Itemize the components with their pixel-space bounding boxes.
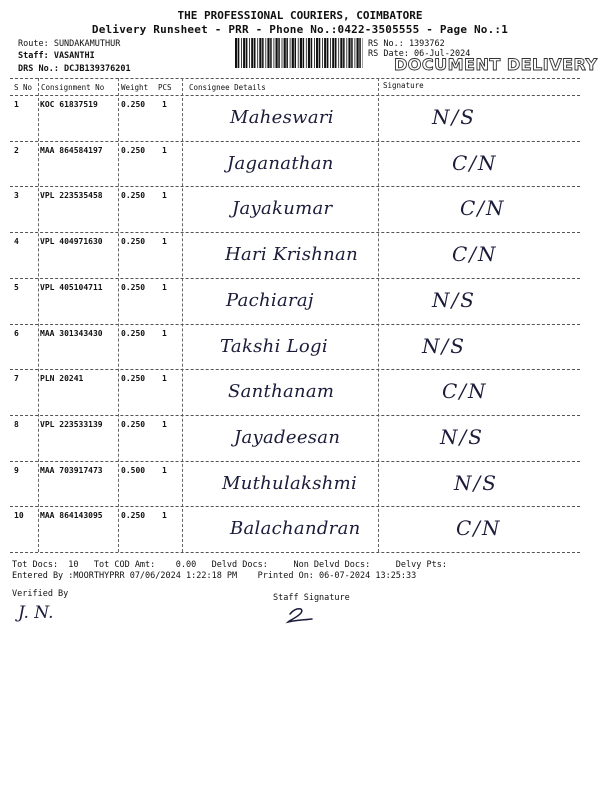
rs-date: RS Date: 06-Jul-2024	[368, 49, 471, 59]
row-weight: 0.250	[121, 100, 146, 109]
col-header-weight: Weight	[121, 83, 149, 92]
row-sno: 2	[14, 145, 19, 155]
row-consignee-name: Takshi Logi	[220, 335, 328, 357]
row-weight: 0.250	[121, 419, 146, 429]
row-consignee-name: Maheswari	[230, 107, 334, 128]
row-sno: 7	[14, 374, 19, 384]
row-divider	[10, 461, 580, 462]
row-delivery-status: C/N	[442, 379, 488, 404]
row-sno: 6	[14, 328, 19, 338]
table-top-rule	[10, 78, 580, 79]
runsheet-title: Delivery Runsheet - PRR - Phone No.:0422-3505555 - Page No.:1	[91, 23, 509, 36]
staff-signature-label: Staff Signature	[273, 593, 350, 603]
row-divider	[10, 552, 580, 553]
barcode-image	[235, 38, 363, 68]
row-weight: 0.250	[121, 191, 146, 201]
row-consignee-name: Hari Krishnan	[225, 244, 358, 266]
row-pcs: 1	[162, 465, 167, 475]
row-delivery-status: N/S	[432, 287, 476, 312]
row-weight: 0.250	[121, 282, 146, 292]
row-consignment-no: MAA 703917473	[40, 465, 103, 475]
company-name: THE PROFESSIONAL COURIERS, COIMBATORE	[177, 9, 423, 22]
row-consignee-name: Santhanam	[228, 381, 335, 403]
row-weight: 0.250	[121, 511, 146, 521]
rs-number: RS No.: 1393762	[368, 39, 445, 49]
staff-label: Staff: VASANTHI	[18, 51, 95, 61]
col-header-signature: Signature	[383, 81, 424, 90]
row-consignee-name: Pachiaraj	[226, 289, 314, 311]
col-header-consignee: Consignee Details	[189, 83, 266, 92]
row-weight: 0.250	[121, 328, 146, 338]
row-delivery-status: N/S	[440, 424, 484, 449]
row-consignment-no: MAA 864143095	[40, 511, 103, 521]
row-consignment-no: VPL 223533139	[40, 419, 103, 429]
row-consignment-no: VPL 404971630	[40, 237, 103, 247]
row-pcs: 1	[162, 328, 167, 338]
row-pcs: 1	[162, 511, 167, 521]
row-divider	[10, 369, 580, 370]
row-consignee-name: Balachandran	[230, 518, 361, 540]
row-consignment-no: MAA 301343430	[40, 328, 103, 338]
row-consignment-no: MAA 864584197	[40, 145, 103, 155]
row-weight: 0.250	[121, 374, 146, 384]
document-delivery-stamp: DOCUMENT DELIVERY	[394, 55, 598, 74]
row-sno: 8	[14, 419, 19, 429]
row-divider	[10, 278, 580, 279]
totals-line: Tot Docs: 10 Tot COD Amt: 0.00 Delvd Docs: Non Delvd Docs: Delvy Pts:	[12, 560, 447, 570]
row-consignment-no: VPL 223535458	[40, 191, 103, 201]
row-pcs: 1	[162, 419, 167, 429]
row-pcs: 1	[162, 282, 167, 292]
row-consignee-name: Muthulakshmi	[222, 472, 358, 494]
row-divider	[10, 324, 580, 325]
row-sno: 5	[14, 282, 19, 292]
row-sno: 4	[14, 237, 19, 247]
entered-by-line: Entered By :MOORTHYPRR 07/06/2024 1:22:18 PM Printed On: 06-07-2024 13:25:33	[12, 571, 417, 581]
col-divider	[378, 78, 379, 552]
row-delivery-status: C/N	[452, 242, 498, 267]
table-header-rule	[10, 95, 580, 96]
row-pcs: 1	[162, 374, 167, 384]
row-sno: 3	[14, 191, 19, 201]
row-divider	[10, 186, 580, 187]
row-consignee-name: Jaganathan	[227, 152, 334, 174]
row-pcs: 1	[162, 237, 167, 247]
row-sno: 9	[14, 465, 19, 475]
row-sno: 10	[14, 511, 24, 521]
row-pcs: 1	[162, 145, 167, 155]
row-divider	[10, 415, 580, 416]
row-weight: 0.500	[121, 465, 146, 475]
col-header-consignment: Consignment No	[41, 83, 105, 92]
row-delivery-status: C/N	[452, 150, 498, 175]
staff-signature-mark	[284, 606, 316, 626]
col-divider	[182, 78, 183, 552]
row-weight: 0.250	[121, 237, 146, 247]
row-consignee-name: Jayakumar	[232, 198, 333, 220]
row-pcs: 1	[162, 100, 167, 109]
row-consignee-name: Jayadeesan	[234, 426, 341, 448]
row-delivery-status: C/N	[460, 196, 506, 221]
row-delivery-status: N/S	[454, 470, 498, 495]
route-label: Route: SUNDAKAMUTHUR	[18, 39, 121, 49]
row-consignment-no: VPL 405104711	[40, 282, 103, 292]
col-header-pcs: PCS	[158, 83, 172, 92]
row-divider	[10, 232, 580, 233]
row-delivery-status: C/N	[456, 516, 502, 541]
row-weight: 0.250	[121, 145, 146, 155]
drs-number: DRS No.: DCJB139376201	[18, 64, 131, 74]
row-divider	[10, 506, 580, 507]
row-pcs: 1	[162, 191, 167, 201]
row-delivery-status: N/S	[422, 333, 466, 358]
col-divider	[38, 78, 39, 552]
col-header-sno: S No	[14, 83, 33, 92]
row-divider	[10, 141, 580, 142]
verified-by-label: Verified By	[12, 589, 69, 599]
row-delivery-status: N/S	[432, 105, 476, 129]
row-sno: 1	[14, 100, 19, 109]
col-divider	[118, 78, 119, 552]
row-consignment-no: PLN 20241	[40, 374, 84, 384]
verified-initials: J. N.	[18, 603, 54, 623]
row-consignment-no: KOC 61837519	[40, 100, 98, 109]
